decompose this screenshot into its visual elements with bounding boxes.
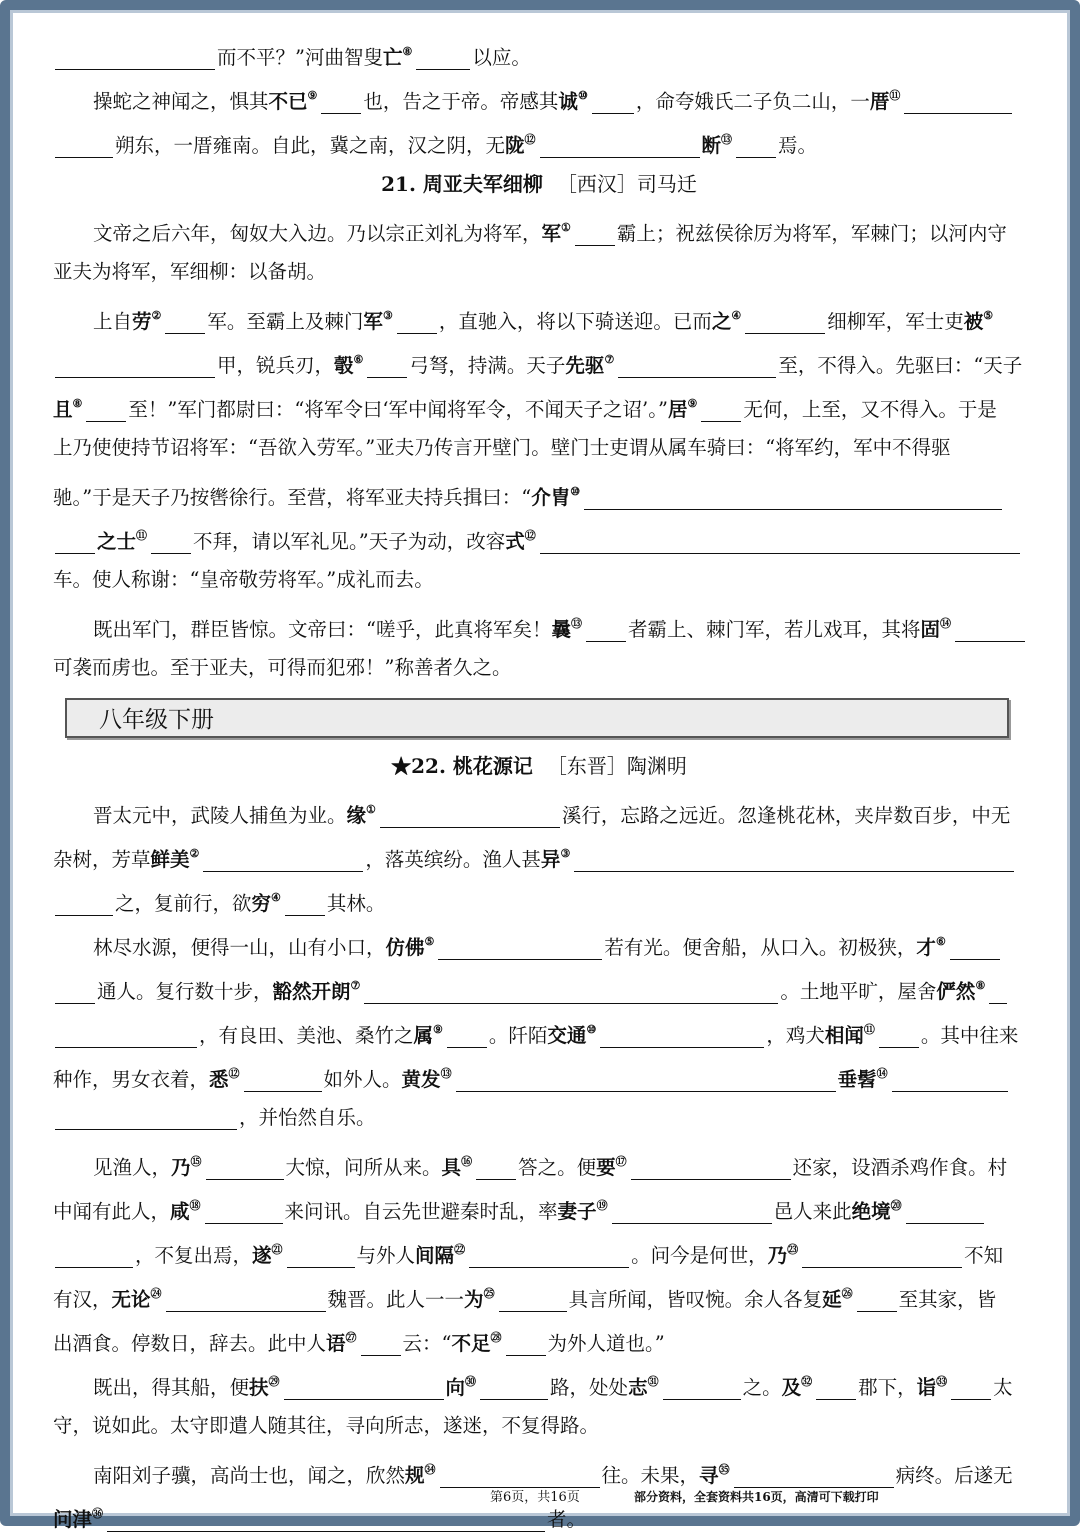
answer-blank[interactable]: [540, 529, 1020, 554]
text-segment: ，落英缤纷。渔人甚异: [365, 848, 561, 871]
text-segment: ，并怡然自乐。: [239, 1106, 376, 1129]
note-number: ②: [151, 309, 162, 322]
text-segment: 甲，锐兵刃，彀: [217, 354, 354, 377]
note-number: ⑤: [424, 935, 435, 948]
answer-blank[interactable]: [540, 133, 700, 158]
answer-blank[interactable]: [397, 309, 437, 334]
text-line: [53, 1360, 1025, 1404]
answer-blank[interactable]: [447, 1023, 487, 1048]
note-number: ㉘: [490, 1331, 502, 1344]
answer-blank[interactable]: [55, 353, 215, 378]
answer-blank[interactable]: [438, 935, 602, 960]
text-segment: 既出军门，群臣皆惊。文帝曰：“嗟乎，此真将军矣！曩: [93, 618, 571, 641]
text-line: [53, 1272, 1025, 1316]
answer-blank[interactable]: [600, 1023, 764, 1048]
note-number: ⑭: [876, 1067, 888, 1080]
answer-blank[interactable]: [736, 133, 776, 158]
text-line: [53, 250, 1025, 294]
text-segment: 有汉，无论: [53, 1288, 151, 1311]
text-line: [53, 964, 1025, 1008]
note-number: ⑦: [604, 353, 615, 366]
answer-blank[interactable]: [285, 891, 325, 916]
page-footer: [490, 1486, 879, 1505]
note-number: ⑫: [228, 1067, 240, 1080]
answer-blank[interactable]: [989, 979, 1007, 1004]
note-number: ③: [382, 309, 393, 322]
text-line: [53, 74, 1025, 118]
answer-blank[interactable]: [857, 1287, 897, 1312]
note-number: ⑰: [615, 1155, 627, 1168]
page-number: 第6页，共16页: [490, 1490, 580, 1505]
text-line: [53, 470, 1025, 514]
note-number: ㉒: [454, 1243, 466, 1256]
text-line: [53, 1316, 1025, 1360]
answer-blank[interactable]: [55, 891, 113, 916]
note-number: ⑦: [350, 979, 361, 992]
text-segment: 者。: [547, 1508, 587, 1531]
text-line: [53, 514, 1025, 558]
note-number: ⑱: [189, 1199, 201, 1212]
answer-blank[interactable]: [55, 1023, 197, 1048]
text-line: [53, 1052, 1025, 1096]
text-segment: 焉。: [778, 134, 818, 157]
note-number: ㉝: [936, 1375, 948, 1388]
note-number: ⑩: [577, 89, 588, 102]
lesson-title-text: ★22. 桃花源记: [391, 754, 533, 778]
answer-blank[interactable]: [575, 221, 615, 246]
text-segment: 杂树，芳草鲜美: [53, 848, 190, 871]
note-number: ⑮: [190, 1155, 202, 1168]
note-number: ㊱: [92, 1507, 104, 1520]
text-line: [53, 338, 1025, 382]
text-segment: 军。至霸上及棘门军: [207, 310, 383, 333]
text-segment: 。土地平旷，屋舍俨然: [780, 980, 976, 1003]
note-number: ①: [561, 221, 571, 234]
text-segment: 其林。: [326, 892, 386, 915]
text-segment: 断: [701, 134, 722, 157]
text-segment: 与外人间隔: [356, 1244, 455, 1267]
text-segment: 具言所闻，皆叹惋。余人各复延: [568, 1288, 842, 1311]
section-header: 八年级下册: [65, 698, 1009, 738]
note-number: ④: [731, 309, 742, 322]
note-number: ⑬: [440, 1067, 452, 1080]
text-segment: 也，告之于帝。帝感其诚: [363, 90, 578, 113]
note-number: ⑥: [935, 935, 946, 948]
note-number: ⑨: [687, 397, 698, 410]
text-segment: 守，说如此。太守即遣人随其往，寻向所志，遂迷，不复得路。: [53, 1414, 600, 1437]
text-segment: 中闻有此人，咸: [53, 1200, 190, 1223]
note-number: ㉕: [483, 1287, 495, 1300]
answer-blank[interactable]: [456, 1067, 836, 1092]
text-segment: 路，处处志: [550, 1376, 648, 1399]
answer-blank[interactable]: [904, 89, 1012, 114]
answer-blank[interactable]: [506, 1331, 546, 1356]
text-segment: 至！”军门都尉曰：“将军令曰‘军中闻将军令，不闻天子之诏’。”居: [128, 398, 688, 421]
text-segment: 至其家，皆: [898, 1288, 997, 1311]
answer-blank[interactable]: [879, 1023, 919, 1048]
note-number: ⑪: [863, 1023, 875, 1036]
text-segment: 云：“不足: [402, 1332, 491, 1355]
answer-blank[interactable]: [469, 1243, 629, 1268]
note-number: ⑫: [524, 133, 536, 146]
answer-blank[interactable]: [499, 1287, 567, 1312]
text-segment: 细柳军，军士吏被: [827, 310, 984, 333]
text-segment: 之士: [97, 530, 137, 553]
note-number: ㉑: [271, 1243, 283, 1256]
text-segment: 来问讯。自云先世避秦时乱，率妻子: [284, 1200, 597, 1223]
answer-blank[interactable]: [380, 803, 560, 828]
text-segment: 种作，男女衣着，悉: [53, 1068, 229, 1091]
answer-blank[interactable]: [151, 529, 191, 554]
text-segment: 霸上；祝兹侯徐厉为将军，军棘门；以河内守: [616, 222, 1007, 245]
text-segment: 车。使人称谢：“皇帝敬劳将军。”成礼而去。: [53, 568, 434, 591]
answer-blank[interactable]: [586, 617, 626, 642]
answer-blank[interactable]: [816, 1375, 856, 1400]
answer-blank[interactable]: [480, 1375, 548, 1400]
footer-note: 部分资料，全套资料共16页，高清可下载打印: [633, 1490, 879, 1504]
worksheet-content: [53, 30, 1025, 1536]
text-segment: 答之。便要: [518, 1156, 616, 1179]
text-segment: 文帝之后六年，匈奴大入边。乃以宗正刘礼为将军，军: [93, 222, 562, 245]
note-number: ⑩: [586, 1023, 597, 1036]
text-line: [53, 1184, 1025, 1228]
note-number: ㉜: [801, 1375, 813, 1388]
text-segment: 可袭而虏也。至于亚夫，可得而犯邪！”称善者久之。: [53, 656, 512, 679]
answer-blank[interactable]: [701, 397, 741, 422]
note-number: ㉔: [150, 1287, 162, 1300]
note-number: ①: [366, 803, 376, 816]
text-line: [53, 920, 1025, 964]
text-line: [53, 118, 1025, 162]
text-segment: 林尽水源，便得一山，山有小口，仿佛: [93, 936, 425, 959]
text-segment: 而不平？”河曲智叟亡: [217, 46, 403, 69]
note-number: ⑧: [402, 45, 413, 58]
answer-blank[interactable]: [55, 529, 95, 554]
note-number: ㉖: [841, 1287, 853, 1300]
text-segment: 不知: [964, 1244, 1004, 1267]
text-segment: 如外人。黄发: [323, 1068, 441, 1091]
answer-blank[interactable]: [203, 847, 363, 872]
note-number: ㉗: [345, 1331, 357, 1344]
answer-blank[interactable]: [244, 1067, 322, 1092]
note-number: ⑪: [136, 529, 148, 542]
text-segment: 垂髫: [837, 1068, 877, 1091]
text-line: [53, 646, 1025, 690]
note-number: ⑨: [433, 1023, 443, 1036]
text-line: [53, 832, 1025, 876]
text-line: [53, 558, 1025, 602]
note-number: ㉛: [647, 1375, 659, 1388]
answer-blank[interactable]: [950, 935, 1000, 960]
text-segment: 朔东，一厝雍南。自此，冀之南，汉之阴，无陇: [115, 134, 525, 157]
text-segment: 亚夫为将军，军细柳：以备胡。: [53, 260, 327, 283]
answer-blank[interactable]: [584, 485, 1002, 510]
text-segment: 之，复前行，欲穷: [115, 892, 272, 915]
answer-blank[interactable]: [906, 1199, 984, 1224]
text-segment: 驰。”于是天子乃按辔徐行。至营，将军亚夫持兵揖曰：“介胄: [53, 486, 571, 509]
text-segment: 通人。复行数十步，豁然开朗: [97, 980, 351, 1003]
answer-blank[interactable]: [734, 1463, 894, 1488]
answer-blank[interactable]: [612, 1199, 772, 1224]
note-number: ⑪: [889, 89, 901, 102]
text-line: [53, 1096, 1025, 1140]
answer-blank[interactable]: [802, 1243, 962, 1268]
answer-blank[interactable]: [284, 1375, 444, 1400]
answer-blank[interactable]: [955, 617, 1025, 642]
note-number: ㉞: [424, 1463, 436, 1476]
note-number: ㉙: [268, 1375, 280, 1388]
answer-blank[interactable]: [574, 847, 1014, 872]
text-segment: 问津: [53, 1508, 93, 1531]
text-segment: 太: [993, 1376, 1013, 1399]
answer-blank[interactable]: [321, 89, 361, 114]
text-segment: ，命夸娥氏二子负二山，一厝: [635, 90, 890, 113]
text-segment: 且: [53, 398, 73, 421]
answer-blank[interactable]: [892, 1067, 1008, 1092]
note-number: ⑩: [570, 485, 581, 498]
answer-blank[interactable]: [206, 1155, 284, 1180]
note-number: ⑧: [72, 397, 83, 410]
text-segment: 至，不得入。先驱曰：“天子: [778, 354, 1023, 377]
note-number: ⑥: [353, 353, 364, 366]
note-number: ⑤: [983, 309, 994, 322]
text-segment: 南阳刘子骥，高尚士也，闻之，欣然规: [93, 1464, 425, 1487]
answer-blank[interactable]: [440, 1463, 600, 1488]
text-segment: ，鸡犬相闻: [766, 1024, 864, 1047]
text-segment: 之。及: [742, 1376, 802, 1399]
text-line: [53, 1228, 1025, 1272]
text-segment: 大惊，问所从来。具: [285, 1156, 462, 1179]
answer-blank[interactable]: [364, 979, 778, 1004]
note-number: ④: [271, 891, 281, 904]
note-number: ②: [189, 847, 200, 860]
text-segment: 上自劳: [93, 310, 152, 333]
note-number: ⑬: [721, 133, 733, 146]
text-segment: 邑人来此绝境: [773, 1200, 891, 1223]
answer-blank[interactable]: [592, 89, 634, 114]
text-line: [53, 788, 1025, 832]
lesson-author: ［西汉］司马迁: [556, 172, 697, 196]
answer-blank[interactable]: [416, 45, 470, 70]
note-number: ㉓: [787, 1243, 799, 1256]
note-number: ⑨: [307, 89, 318, 102]
text-segment: 出酒食。停数日，辞去。此中人语: [53, 1332, 346, 1355]
text-line: [53, 1404, 1025, 1448]
text-segment: 向: [445, 1376, 466, 1399]
text-segment: 弓弩，持满。天子先驱: [409, 354, 605, 377]
answer-blank[interactable]: [205, 1199, 283, 1224]
answer-blank[interactable]: [631, 1155, 791, 1180]
answer-blank[interactable]: [55, 133, 113, 158]
text-line: [53, 294, 1025, 338]
text-line: [53, 206, 1025, 250]
text-segment: 溪行，忘路之远近。忽逢桃花林，夹岸数百步，中无: [561, 804, 1011, 827]
text-segment: 往。未果，寻: [601, 1464, 719, 1487]
text-line: [53, 426, 1025, 470]
text-line: [53, 1008, 1025, 1052]
text-line: [53, 382, 1025, 426]
text-segment: 无何，上至，又不得入。于是: [743, 398, 997, 421]
answer-blank[interactable]: [663, 1375, 741, 1400]
lesson-author: ［东晋］陶渊明: [546, 754, 687, 778]
text-line: [53, 602, 1025, 646]
text-segment: 见渔人，乃: [93, 1156, 191, 1179]
text-segment: 还家，设酒杀鸡作食。村: [792, 1156, 1008, 1179]
answer-blank[interactable]: [55, 979, 95, 1004]
lesson-title: [53, 162, 1025, 206]
text-line: [53, 876, 1025, 920]
note-number: ⑬: [571, 617, 582, 630]
note-number: ⑭: [940, 617, 952, 630]
text-segment: 郡下，诣: [858, 1376, 937, 1399]
answer-blank[interactable]: [745, 309, 825, 334]
text-segment: 既出，得其船，便扶: [93, 1376, 269, 1399]
text-segment: 。阡陌交通: [488, 1024, 587, 1047]
answer-blank[interactable]: [618, 353, 776, 378]
lesson-title-text: 21. 周亚夫军细柳: [381, 172, 543, 196]
note-number: ③: [560, 847, 571, 860]
text-line: [53, 1140, 1025, 1184]
text-segment: 。其中往来: [920, 1024, 1019, 1047]
note-number: ⑯: [461, 1155, 473, 1168]
answer-blank[interactable]: [166, 1287, 326, 1312]
note-number: ⑧: [975, 979, 986, 992]
note-number: ⑫: [524, 529, 536, 542]
lesson-title: [53, 744, 1025, 788]
answer-blank[interactable]: [476, 1155, 516, 1180]
note-number: ㉚: [465, 1375, 477, 1388]
answer-blank[interactable]: [55, 1105, 237, 1130]
text-line: [53, 30, 1025, 74]
text-segment: 者霸上、棘门军，若儿戏耳，其将固: [628, 618, 941, 641]
text-segment: 晋太元中，武陵人捕鱼为业。缘: [93, 804, 367, 827]
text-segment: 。问今是何世，乃: [631, 1244, 788, 1267]
text-segment: 不拜，请以军礼见。”天子为动，改容式: [193, 530, 525, 553]
answer-blank[interactable]: [951, 1375, 991, 1400]
text-segment: ，有良田、美池、桑竹之属: [199, 1024, 434, 1047]
text-segment: 病终。后遂无: [895, 1464, 1013, 1487]
answer-blank[interactable]: [367, 353, 407, 378]
answer-blank[interactable]: [55, 45, 215, 70]
answer-blank[interactable]: [361, 1331, 401, 1356]
answer-blank[interactable]: [287, 1243, 355, 1268]
text-segment: 上乃使使持节诏将军：“吾欲入劳军。”亚夫乃传言开壁门。壁门士吏谓从属车骑曰：“将军约，军中不得驱: [53, 436, 951, 459]
answer-blank[interactable]: [165, 309, 205, 334]
text-segment: ，不复出焉，遂: [135, 1244, 272, 1267]
text-segment: 操蛇之神闻之，惧其不已: [93, 90, 308, 113]
note-number: ㉟: [718, 1463, 730, 1476]
text-segment: 若有光。便舍船，从口入。初极狭，才: [604, 936, 936, 959]
note-number: ⑲: [596, 1199, 608, 1212]
text-segment: 魏晋。此人一一为: [327, 1288, 484, 1311]
answer-blank[interactable]: [55, 1243, 133, 1268]
text-segment: 为外人道也。”: [547, 1332, 665, 1355]
answer-blank[interactable]: [107, 1507, 545, 1532]
answer-blank[interactable]: [86, 397, 126, 422]
text-segment: 以应。: [472, 46, 531, 69]
text-segment: ，直驰入，将以下骑送迎。已而之: [438, 310, 732, 333]
note-number: ⑳: [890, 1199, 902, 1212]
